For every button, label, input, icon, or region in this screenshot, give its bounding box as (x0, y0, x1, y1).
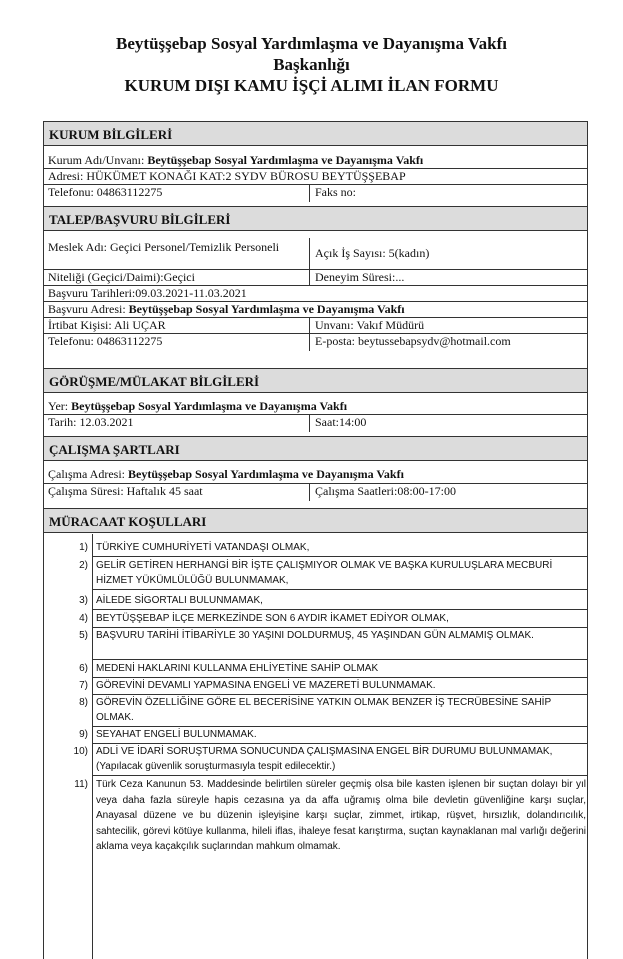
section-gorusme: GÖRÜŞME/MÜLAKAT BİLGİLERİ (44, 368, 587, 393)
calisma-adresi-label: Çalışma Adresi: (48, 467, 128, 481)
basvuru-adresi-value: Beytüşşebap Sosyal Yardımlaşma ve Dayanışma Vakfı (128, 302, 405, 316)
row-kurum-telefon (44, 185, 587, 202)
row-calisma-sure (44, 484, 587, 501)
calisma-saatleri: Çalışma Saatleri:08:00-17:00 (309, 484, 587, 501)
section-calisma: ÇALIŞMA ŞARTLARI (44, 436, 587, 461)
gorusme-yer-value: Beytüşşebap Sosyal Yardımlaşma ve Dayanışma Vakfı (71, 399, 348, 413)
form-title: KURUM DIŞI KAMU İŞÇİ ALIMI İLAN FORMU (124, 76, 499, 95)
talep-telefon: Telefonu: 04863112275 (48, 334, 163, 348)
row-talep-iletisim (44, 334, 587, 351)
e-posta: E-posta: beytussebapsydv@hotmail.com (309, 334, 587, 351)
row-divider (92, 589, 587, 590)
row-divider (92, 775, 587, 776)
kurum-adi-value: Beytüşşebap Sosyal Yardımlaşma ve Dayanışma Vakfı (147, 153, 424, 167)
list-item-text-11: Türk Ceza Kanunun 53. Maddesinde belirtilen süreler geçmiş olsa bile kasten işlenen bir suçtan dolayı bir yıl veya daha fazla süreyle hapis cezasına ya da affa uğramış olma bile devletin güvenliğine karşı suçlar, Anayasal düzene ve bu düzenin işleyişine karşı suçlar, zimmet, irtikap, rüşvet, hırsızlık, dolandırıcılık, sahtecilik, görevi kötüye kullanma, hileli iflas, ihaleye fesat karıştırma, suçtan kaynaklanan mal varlığı değerini aklama veya kaçakçılık suçlarından mahkum olmamak. (96, 779, 586, 852)
row-basvuru-adresi (44, 302, 587, 318)
kurum-telefon: Telefonu: 04863112275 (48, 185, 163, 199)
row-gorusme-yer (44, 399, 587, 415)
gorusme-tarih: Tarih: 12.03.2021 (48, 415, 134, 429)
row-irtibat (44, 318, 587, 334)
gorusme-yer-label: Yer: (48, 399, 72, 413)
irtibat-kisisi: İrtibat Kişisi: Ali UÇAR (48, 318, 166, 332)
row-divider (92, 556, 587, 557)
row-divider (92, 659, 587, 660)
calisma-suresi: Çalışma Süresi: Haftalık 45 saat (48, 484, 203, 498)
org-title-line2: Başkanlığı (273, 55, 350, 74)
row-kurum-adi (44, 153, 587, 169)
row-basvuru-tarihleri (44, 286, 587, 302)
kurum-adres: Adresi: HÜKÜMET KONAĞI KAT:2 SYDV BÜROSU BEYTÜŞŞEBAP (48, 169, 406, 183)
kurum-faks: Faks no: (309, 185, 587, 202)
gorusme-saat: Saat:14:00 (309, 415, 587, 432)
niteligi: Niteliği (Geçici/Daimi):Geçici (48, 270, 195, 284)
list-number-divider (92, 534, 93, 959)
org-title: Beytüşşebap Sosyal Yardımlaşma ve Dayanışma Vakfı (116, 34, 507, 53)
section-talep: TALEP/BAŞVURU BİLGİLERİ (44, 206, 587, 231)
section-muracaat: MÜRACAAT KOŞULLARI (44, 508, 587, 533)
basvuru-adresi-label: Başvuru Adresi: (48, 302, 129, 316)
row-calisma-adresi (44, 467, 587, 484)
deneyim-suresi: Deneyim Süresi:... (309, 270, 587, 285)
row-meslek (44, 238, 587, 270)
row-kurum-adres (44, 169, 587, 185)
kurum-adi-label: Kurum Adı/Unvanı: (48, 153, 148, 167)
row-gorusme-tarih (44, 415, 587, 432)
section-kurum: KURUM BİLGİLERİ (44, 121, 587, 146)
row-nitelik (44, 270, 587, 286)
basvuru-tarihleri: Başvuru Tarihleri:09.03.2021-11.03.2021 (48, 286, 247, 300)
acik-is-sayisi: Açık İş Sayısı: 5(kadın) (309, 238, 587, 269)
calisma-adresi-value: Beytüşşebap Sosyal Yardımlaşma ve Dayanışma Vakfı (128, 467, 404, 481)
meslek-adi: Meslek Adı: Geçici Personel/Temizlik Personeli (48, 240, 280, 254)
unvani: Unvanı: Vakıf Müdürü (309, 318, 587, 333)
row-divider (92, 609, 587, 610)
